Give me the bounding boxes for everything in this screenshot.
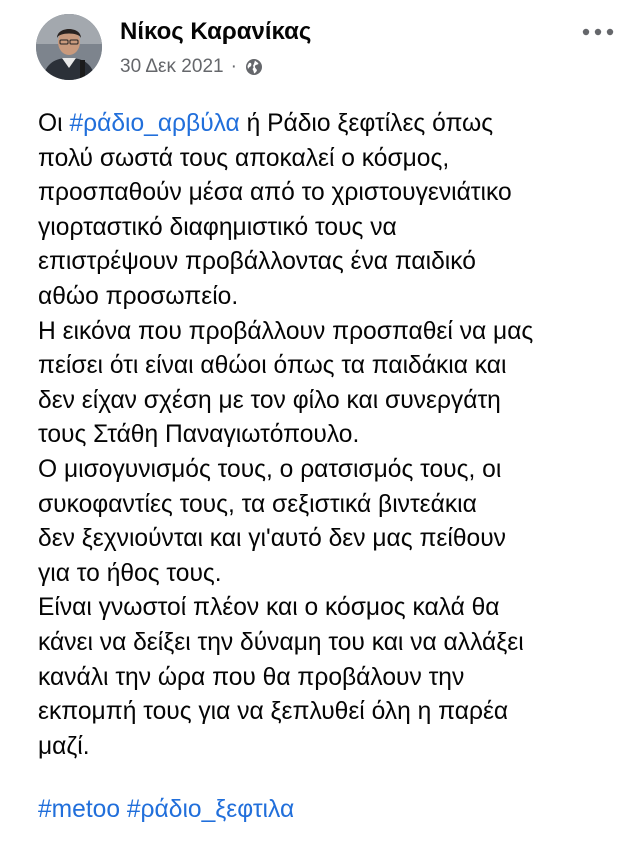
post-line: προσπαθούν μέσα από το χριστουγενιάτικο [38, 179, 512, 207]
post-date[interactable]: 30 Δεκ 2021 [120, 56, 224, 77]
post-line: Η εικόνα που προβάλλουν προσπαθεί να μας [38, 317, 534, 345]
post-line: για το ήθος τους. [38, 559, 222, 587]
post-line: Είναι γνωστοί πλέον και ο κόσμος καλά θα [38, 594, 500, 622]
meta-separator: · [230, 56, 237, 77]
post-meta [120, 56, 263, 78]
avatar[interactable] [36, 14, 102, 80]
author-name[interactable]: Νίκος Καρανίκας [120, 18, 312, 45]
globe-icon[interactable] [245, 58, 263, 76]
post-line: επιστρέψουν προβάλλοντας ένα παιδικό [38, 248, 476, 276]
post-line: αθώο προσωπείο. [38, 282, 239, 310]
hashtag-radio-xeftila[interactable]: #ράδιο_ξεφτιλα [126, 796, 295, 823]
post-line: Ο μισογυνισμός τους, ο ρατσισμός τους, οι [38, 455, 502, 483]
post-text: ή Ράδιο ξεφτίλες όπως [239, 110, 494, 137]
post-line: πείσει ότι είναι αθώοι όπως τα παιδάκια και [38, 352, 507, 380]
post-line: δεν είχαν σχέση με τον φίλο και συνεργάτη [38, 386, 501, 414]
post-header [36, 14, 622, 84]
post-line: κάνει να δείξει την δύναμη του και να αλλάξει [38, 628, 524, 656]
post-line: εκπομπή τους για να ξεπλυθεί όλη η παρέα [38, 698, 509, 726]
post-line: μαζί. [38, 732, 90, 760]
post-line: κανάλι την ώρα που θα προβάλουν την [38, 663, 465, 691]
post-line: πολύ σωστά τους αποκαλεί ο κόσμος, [38, 144, 450, 172]
hashtag-link[interactable]: #ράδιο_αρβύλα [69, 110, 240, 137]
post-line [38, 107, 626, 142]
post-text: Οι [38, 110, 70, 137]
post-line: συκοφαντίες τους, τα σεξιστικά βιντεάκια [38, 490, 477, 518]
hashtag-list [38, 793, 294, 827]
post-body [38, 107, 626, 764]
post-line: δεν ξεχνιούνται και γι'αυτό δεν μας πείθουν [38, 525, 506, 553]
more-horizontal-icon[interactable] [578, 20, 618, 44]
post-line: τους Στάθη Παναγιωτόπουλο. [38, 421, 360, 449]
hashtag-metoo[interactable]: #metoo [38, 796, 121, 823]
post-line: γιορταστικό διαφημιστικό τους να [38, 213, 397, 241]
